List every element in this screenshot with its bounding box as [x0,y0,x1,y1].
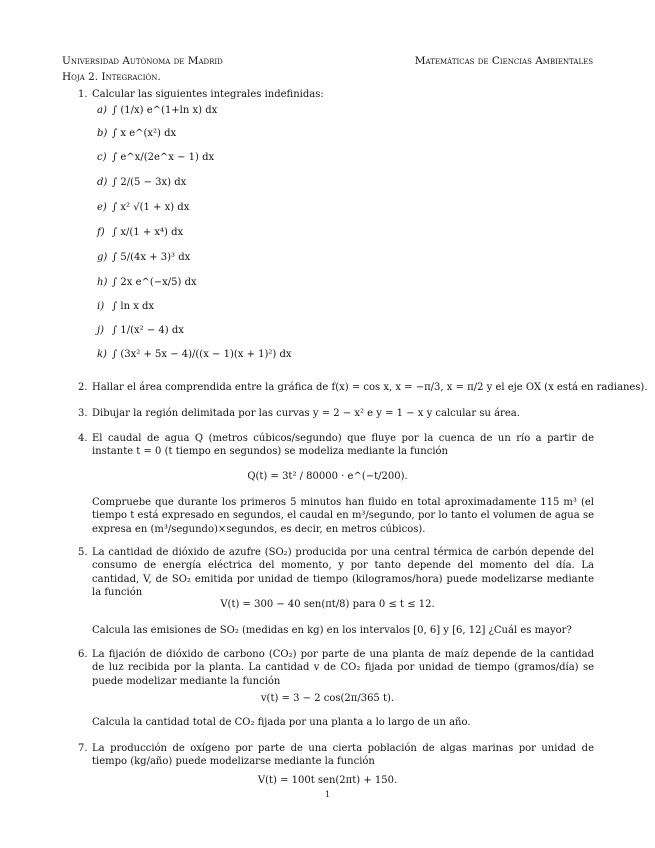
problem-number: 6. [78,649,88,660]
integral-expression: ∫ (3x² + 5x − 4)/((x − 1)(x + 1)²) dx [112,349,292,360]
formula-so2: V(t) = 300 − 40 sen(πt/8) para 0 ≤ t ≤ 12. [220,599,435,610]
integral-expression: ∫ x² √(1 + x) dx [112,202,190,213]
integral-expression: ∫ x/(1 + x⁴) dx [112,227,184,238]
problem-number: 5. [78,547,88,558]
problem-text: Dibujar la región delimitada por las curvas y = 2 − x² e y = 1 − x y calcular su área. [92,408,520,419]
problem-text: La producción de oxígeno por parte de una cierta población de algas marinas por unidad de tiempo (kg/año) puede modelizarse mediante la función [92,743,594,768]
problem-text: Compruebe que durante los primeros 5 minutos han fluido en total aproximadamente 115 m³ (el tiempo t está expresado en segundos, el caudal en m³/segundo, por lo tanto el volumen de agua se expresa en (m³/segundo)×segundos, es decir, en metros cúbicos). [92,497,594,535]
problem-text: Calcula la cantidad total de CO₂ fijada por una planta a lo largo de un año. [92,717,471,728]
integral-label: g) [97,252,108,263]
header-university: Universidad Autónoma de Madrid [62,55,223,67]
problem-number: 3. [78,408,88,419]
header-course: Matemáticas de Ciencias Ambientales [414,55,593,67]
integral-expression: ∫ x e^(x²) dx [112,128,177,139]
integral-label: b) [97,128,108,139]
integral-label: h) [97,277,108,288]
formula-co2: v(t) = 3 − 2 cos(2π/365 t). [260,693,395,704]
integral-expression: ∫ 2/(5 − 3x) dx [112,177,187,188]
page-number: 1 [324,790,331,799]
integral-label: a) [97,105,107,116]
problem-text: Calcula las emisiones de SO₂ (medidas en kg) en los intervalos [0, 6] y [6, 12] ¿Cuál es mayor? [92,625,572,636]
integral-expression: ∫ 1/(x² − 4) dx [112,325,184,336]
problem-number: 4. [78,433,88,444]
problem-number: 2. [78,382,88,393]
problem-number: 1. [78,89,88,100]
integral-label: i) [97,301,105,312]
integral-label: c) [97,152,107,163]
integral-expression: ∫ 5/(4x + 3)³ dx [112,252,191,263]
formula-oxygen: V(t) = 100t sen(2πt) + 150. [257,775,398,786]
formula-caudal: Q(t) = 3t² / 80000 · e^(−t/200). [247,471,408,482]
problem-number: 7. [78,743,88,754]
integral-label: e) [97,202,107,213]
sheet-title: Hoja 2. Integración. [62,71,161,83]
integral-expression: ∫ 2x e^(−x/5) dx [112,277,197,288]
integral-label: k) [97,349,107,360]
integral-label: j) [97,325,105,336]
problem-text: Hallar el área comprendida entre la gráfica de f(x) = cos x, x = −π/3, x = π/2 y el eje OX (x está en radianes). [92,382,648,393]
integral-label: d) [97,177,108,188]
integral-expression: ∫ e^x/(2e^x − 1) dx [112,152,215,163]
problem-text: El caudal de agua Q (metros cúbicos/segundo) que fluye por la cuenca de un río a partir de instante t = 0 (t tiempo en segundos) se modeliza mediante la función [92,433,594,458]
integral-expression: ∫ ln x dx [112,301,155,312]
problem-text: La fijación de dióxido de carbono (CO₂) por parte de una planta de maíz depende de la cantidad de luz recibida por la planta. La cantidad v de CO₂ fijada por unidad de tiempo (gramos/día) se puede modelizar mediante la función [92,649,594,687]
problem-text: Calcular las siguientes integrales indefinidas: [92,89,324,100]
integral-label: f) [97,227,105,238]
problem-text: La cantidad de dióxido de azufre (SO₂) producida por una central térmica de carbón depende del consumo de energía eléctrica del momento, y por tanto depende del momento del día. La cantidad, V, de SO₂ emitida por unidad de tiempo (kilogramos/hora) puede modelizarse mediante la función [92,547,594,599]
integral-expression: ∫ (1/x) e^(1+ln x) dx [112,105,218,116]
